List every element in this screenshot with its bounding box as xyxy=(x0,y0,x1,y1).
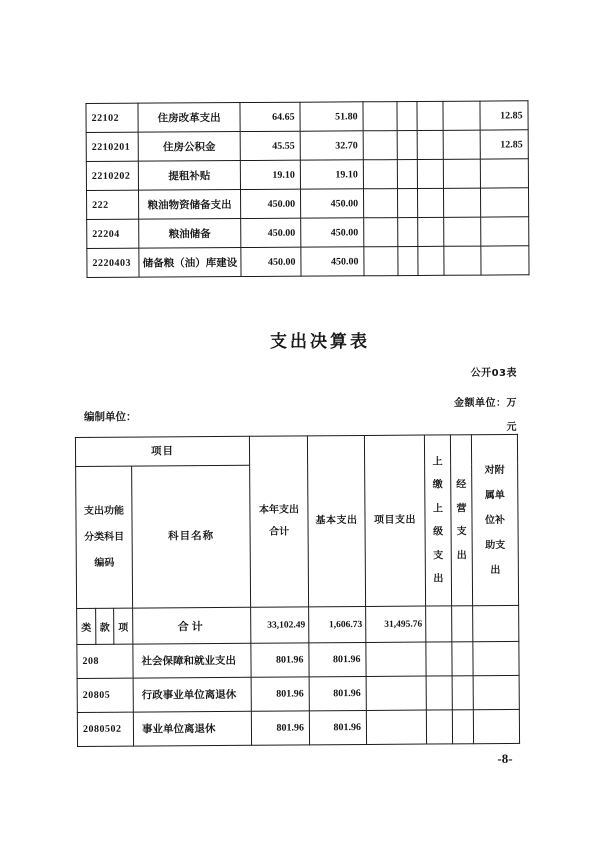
table-cell: 45.55 xyxy=(240,131,300,160)
table-cell: 提租补贴 xyxy=(138,161,240,191)
table-cell: 801.96 xyxy=(251,677,309,711)
table-cell: 32.70 xyxy=(300,131,363,160)
table-cell xyxy=(363,189,397,218)
header-row-top xyxy=(75,434,517,466)
table-cell: 450.00 xyxy=(301,218,364,247)
table-cell xyxy=(366,710,426,744)
table-cell: 2210202 xyxy=(86,161,138,190)
table-row xyxy=(86,130,528,162)
table-cell: 450.00 xyxy=(241,247,301,276)
col-class-label: 类 xyxy=(77,608,96,644)
table-cell: 450.00 xyxy=(300,189,363,218)
table-cell: 12.85 xyxy=(480,101,528,130)
table-row xyxy=(86,159,528,191)
table-cell xyxy=(443,188,480,217)
table-row xyxy=(77,709,519,746)
table-cell: 801.96 xyxy=(251,711,309,745)
table-cell: 住房改革支出 xyxy=(138,103,240,133)
table-cell xyxy=(443,101,480,130)
col-section-label: 款 xyxy=(96,608,114,644)
table-cell xyxy=(366,642,426,676)
table-cell: 19.10 xyxy=(300,160,363,189)
header-subject-name: 科目名称 xyxy=(132,465,251,608)
table-cell: 450.00 xyxy=(241,218,301,247)
table-cell: 12.85 xyxy=(480,130,528,159)
table-cell xyxy=(426,710,452,744)
table-cell xyxy=(397,130,417,159)
table-cell xyxy=(398,217,418,246)
table-cell xyxy=(443,159,480,188)
page-number: -8- xyxy=(497,751,513,766)
table-cell: 行政事业单位离退休 xyxy=(133,677,251,712)
table-cell xyxy=(363,102,397,131)
table-cell xyxy=(397,159,417,188)
table-cell: 801.96 xyxy=(309,710,366,744)
total-row xyxy=(77,605,519,644)
table-code-label: 公开03表 xyxy=(470,368,517,379)
table-cell: 450.00 xyxy=(240,189,300,218)
table-cell xyxy=(363,160,397,189)
table-row xyxy=(87,217,529,249)
header-annual-total: 本年支出合计 xyxy=(249,436,308,607)
table-cell xyxy=(364,218,398,247)
expenditure-table xyxy=(75,434,520,747)
table-row xyxy=(77,675,519,712)
table-cell xyxy=(452,710,473,744)
total-annual: 33,102.49 xyxy=(251,607,309,643)
prepared-by-label: 编制单位： xyxy=(84,411,137,423)
table-cell xyxy=(397,101,417,130)
table-cell: 2080502 xyxy=(77,712,133,746)
header-project-exp: 项目支出 xyxy=(364,435,425,606)
amount-unit-label: 金额单位：万 xyxy=(454,398,517,409)
page-title: 支出决算表 xyxy=(270,332,370,352)
amount-unit-wrap: 元 xyxy=(506,422,517,433)
table-cell xyxy=(364,247,398,276)
table-cell xyxy=(417,159,443,188)
table-cell xyxy=(363,131,397,160)
table-cell: 住房公积金 xyxy=(138,132,240,162)
header-function-code: 支出功能分类科目编码 xyxy=(76,466,133,608)
col-item-label: 项 xyxy=(114,608,133,644)
table-cell xyxy=(417,188,443,217)
header-remit-upper: 上缴上级支出 xyxy=(424,435,451,606)
table-cell: 粮油储备 xyxy=(139,219,241,249)
header-affiliate-subsidy: 对附属单位补助支出 xyxy=(471,434,518,605)
table-cell xyxy=(444,217,481,246)
table-row xyxy=(86,101,528,133)
total-basic: 1,606.73 xyxy=(309,606,366,642)
table-cell: 51.80 xyxy=(300,102,363,131)
table-cell xyxy=(444,246,481,275)
table-cell: 801.96 xyxy=(309,676,366,710)
table-cell: 2210201 xyxy=(86,132,138,161)
table-cell: 19.10 xyxy=(240,160,300,189)
table-cell xyxy=(426,676,452,710)
table-cell xyxy=(366,676,426,710)
header-operating-exp: 经营支出 xyxy=(450,435,472,606)
total-remit-upper xyxy=(426,606,452,642)
table-cell xyxy=(397,188,417,217)
header-basic-exp: 基本支出 xyxy=(307,435,365,606)
total-label: 合计 xyxy=(133,607,251,644)
table-cell: 20805 xyxy=(77,678,133,712)
table-cell: 事业单位离退休 xyxy=(133,711,251,746)
table-cell xyxy=(473,675,519,709)
table-cell xyxy=(443,130,480,159)
table-cell xyxy=(481,217,529,246)
table-cell xyxy=(418,246,444,275)
table-cell: 储备粮（油）库建设 xyxy=(139,248,241,278)
continuation-table xyxy=(85,100,529,278)
total-operating xyxy=(452,606,473,642)
table-cell: 801.96 xyxy=(251,643,309,677)
table-cell: 450.00 xyxy=(301,247,364,276)
table-cell: 222 xyxy=(86,190,138,219)
header-project: 项目 xyxy=(75,436,249,466)
table-cell xyxy=(452,676,473,710)
table-cell xyxy=(426,642,452,676)
table-cell: 64.65 xyxy=(240,102,300,131)
table-cell: 801.96 xyxy=(309,642,366,676)
table-cell xyxy=(480,159,528,188)
table-cell: 22102 xyxy=(86,103,138,132)
table-cell xyxy=(398,246,418,275)
table-cell xyxy=(417,130,443,159)
table-cell xyxy=(480,188,528,217)
total-affiliate-subsidy xyxy=(473,605,519,641)
table-cell: 2220403 xyxy=(87,248,139,277)
table-row xyxy=(86,188,528,220)
table-cell xyxy=(473,641,519,675)
table-row xyxy=(87,246,529,278)
table-cell xyxy=(473,709,519,743)
table-cell xyxy=(418,217,444,246)
table-cell xyxy=(452,642,473,676)
table-cell xyxy=(417,101,443,130)
table-cell: 粮油物资储备支出 xyxy=(138,190,240,220)
table-cell: 208 xyxy=(77,644,133,678)
total-project: 31,495.76 xyxy=(366,606,426,642)
table-cell xyxy=(481,246,529,275)
table-row xyxy=(77,641,519,678)
table-cell: 22204 xyxy=(87,219,139,248)
table-cell: 社会保障和就业支出 xyxy=(133,643,251,678)
